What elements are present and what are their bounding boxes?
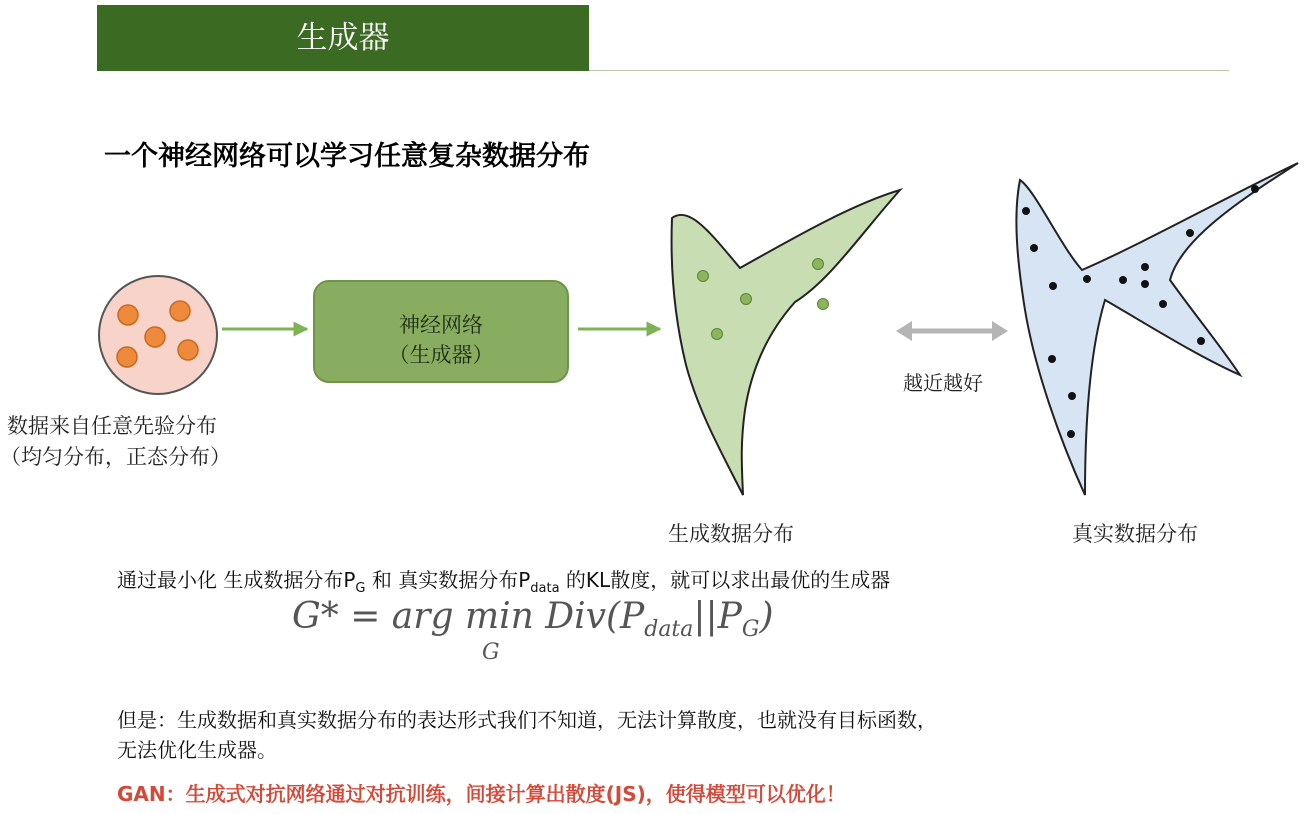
kl-sentence-part: 和 真实数据分布P: [365, 568, 531, 592]
formula-subscript-data: data: [644, 617, 694, 643]
real-distribution: [1016, 163, 1298, 495]
slide-title: 生成器: [296, 20, 390, 56]
real-dot: [1197, 337, 1205, 345]
real-shape: [1016, 163, 1298, 495]
closer-double-arrow: [896, 321, 1008, 341]
real-dot: [1119, 276, 1127, 284]
real-dot: [1251, 185, 1259, 193]
real-dot: [1068, 392, 1076, 400]
generated-shape: [672, 190, 900, 495]
prior-dot: [117, 347, 137, 367]
real-dot: [1186, 229, 1194, 237]
heading: 一个神经网络可以学习任意复杂数据分布: [104, 141, 590, 172]
kl-sentence-part: 通过最小化 生成数据分布P: [117, 568, 356, 592]
real-dot: [1083, 275, 1091, 283]
prior-dot: [178, 340, 198, 360]
nn-label-line1: 神经网络: [399, 313, 483, 337]
real-dot: [1022, 207, 1030, 215]
formula-part: G* = arg min Div(P: [292, 596, 645, 637]
kl-sentence-part: 的KL散度，就可以求出最优的生成器: [559, 568, 891, 592]
real-dot: [1141, 280, 1149, 288]
prior-dot: [170, 301, 190, 321]
prior-dot: [145, 327, 165, 347]
argmin-subscript: G: [482, 640, 500, 665]
prior-dot: [118, 305, 138, 325]
generated-dot: [741, 294, 752, 305]
neural-network-box: [313, 280, 569, 383]
closer-label: 越近越好: [903, 371, 983, 395]
generated-dot: [712, 329, 723, 340]
gan-summary: GAN：生成式对抗网络通过对抗训练，间接计算出散度(JS)，使得模型可以优化！: [117, 782, 846, 806]
kl-sentence: [117, 564, 890, 596]
prior-label-line2: （均匀分布，正态分布）: [0, 445, 231, 469]
prior-distribution: [99, 276, 217, 394]
generated-distribution: [672, 190, 900, 495]
subscript-data: data: [530, 581, 560, 596]
real-dot: [1048, 355, 1056, 363]
formula-subscript-g: G: [741, 617, 760, 643]
real-label: 真实数据分布: [1072, 522, 1198, 546]
real-dot: [1030, 244, 1038, 252]
generated-dot: [698, 271, 709, 282]
but-line1: 但是：生成数据和真实数据分布的表达形式我们不知道，无法计算散度，也就没有目标函数，: [117, 708, 937, 732]
real-dot: [1141, 263, 1149, 271]
nn-label-line2: （生成器）: [388, 343, 494, 367]
subscript-g: G: [355, 581, 366, 596]
formula-part: ): [759, 596, 774, 637]
formula-part: ||P: [693, 596, 742, 637]
but-line2: 无法优化生成器。: [117, 738, 277, 762]
real-dot: [1067, 430, 1075, 438]
generated-dot: [813, 259, 824, 270]
real-dot: [1159, 300, 1167, 308]
objective-formula: [292, 596, 774, 665]
generated-label: 生成数据分布: [668, 522, 794, 546]
generated-dot: [818, 299, 829, 310]
real-dot: [1049, 282, 1057, 290]
prior-label-line1: 数据来自任意先验分布: [7, 414, 217, 438]
